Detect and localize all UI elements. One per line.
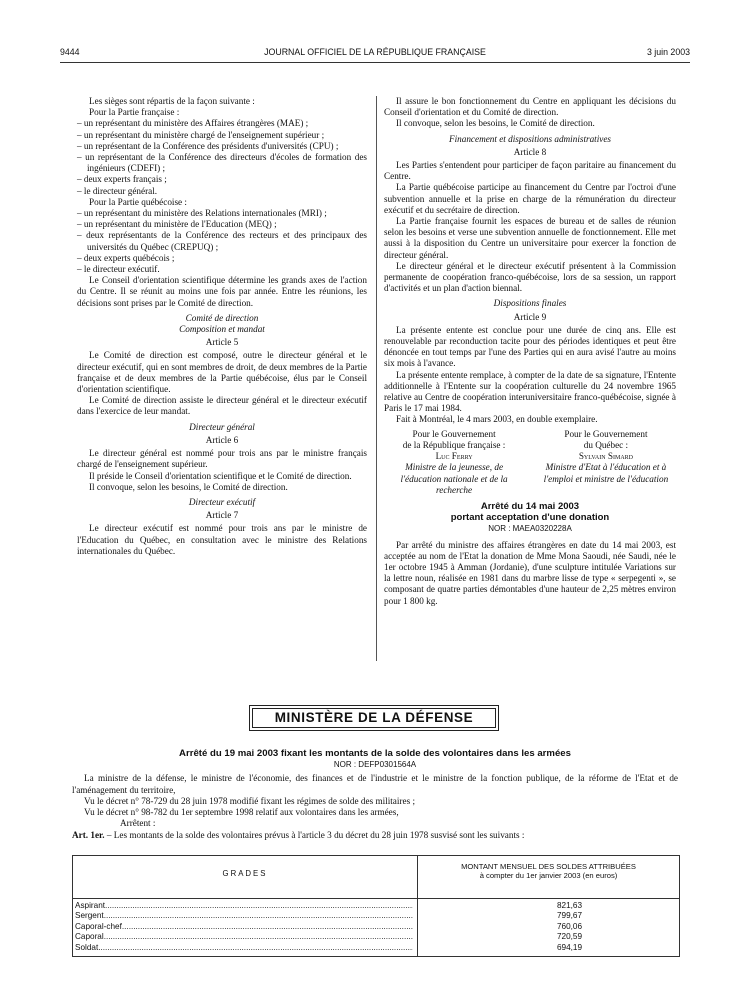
right-column-line: Il convoque, selon les besoins, le Comité de direction. bbox=[396, 118, 595, 129]
ministry-banner bbox=[249, 705, 499, 731]
left-column-line: – le directeur général. bbox=[77, 185, 158, 196]
table-row bbox=[73, 942, 679, 952]
left-column-line: Article 5 bbox=[205, 337, 239, 348]
left-column-line: Le Comité de direction est composé, outre le directeur général et le directeur exécutif, qui en sont membres de droit, de deux membres de la Partie française et de deux membres de la Partie québécoise, élus par le Conseil d'orientation scientifique. bbox=[77, 350, 367, 395]
left-column-line: – un représentant du ministère de l'Education (MEQ) ; bbox=[77, 219, 277, 230]
right-column-line: Le directeur général et le directeur exécutif présentent à la Commission permanente de coopération franco-québécoise, lors de sa session, un rapport d'activités et un plan d'action biennal. bbox=[384, 260, 676, 294]
left-column-line: Article 6 bbox=[205, 434, 239, 445]
right-column-text bbox=[384, 96, 676, 426]
arrete-body: Par arrêté du ministre des affaires étrangères en date du 14 mai 2003, est acceptée au nom de l'Etat la donation de Mme Mona Saoudi, née Saudi, née le 1er octobre 1945 à Amman (Jordanie), d'une sculpture intitulée Variations sur la lettre noun, réalisée en 1981 dans du marbre lisse de type « serpegenti », se composant de quatre parties démontables d'une hauteur de 2,25 mètres environ pour 1 800 kg. bbox=[384, 539, 676, 606]
decree-paragraph: La ministre de la défense, le ministre de l'économie, des finances et de l'industrie et le ministre de la fonction publique, de la réforme de l'Etat et de l'aménagement du territoire, bbox=[72, 773, 678, 795]
grade-label: Caporal bbox=[75, 932, 104, 942]
journal-title: JOURNAL OFFICIEL DE LA RÉPUBLIQUE FRANÇAISE bbox=[264, 47, 486, 57]
decree-paragraph: Vu le décret n° 98-782 du 1er septembre 1998 relatif aux volontaires dans les armées, bbox=[84, 807, 399, 818]
page-number: 9444 bbox=[60, 47, 80, 57]
left-column-line: – deux représentants de la Conférence des recteurs et des principaux des universités du Québec (CREPUQ) ; bbox=[77, 230, 367, 252]
signature-france-role: Ministre de la jeunesse, de l'éducation nationale et de la recherche bbox=[400, 462, 508, 495]
table-row bbox=[73, 900, 679, 910]
grade-label: Soldat bbox=[75, 942, 99, 952]
table-row bbox=[73, 931, 679, 941]
left-column-line: Comité de direction bbox=[185, 312, 259, 323]
column-divider bbox=[376, 96, 377, 661]
left-column-line: – deux experts français ; bbox=[77, 174, 167, 185]
article-1 bbox=[72, 830, 678, 841]
right-column-line: Article 8 bbox=[513, 146, 547, 157]
signature-block bbox=[384, 429, 676, 496]
arrete-title-line2: portant acceptation d'une donation bbox=[450, 512, 610, 524]
right-column-line: La présente entente est conclue pour une durée de cinq ans. Elle est renouvelable par reconduction tacite pour des périodes identiques et peut être dénoncée en tout temps par l'une des Parties qui en aura avisé l'autre au moins six mois à l'avance. bbox=[384, 324, 676, 369]
signature-quebec-line2: du Québec : bbox=[583, 439, 629, 450]
right-column-line: Financement et dispositions administratives bbox=[448, 133, 612, 144]
page-header bbox=[60, 47, 690, 61]
signature-france-name: Luc Ferry bbox=[435, 451, 473, 462]
grade-label: Sergent bbox=[75, 911, 104, 921]
amount-header-line1: MONTANT MENSUEL DES SOLDES ATTRIBUÉES bbox=[461, 862, 636, 871]
article-1-text: – Les montants de la solde des volontaires prévus à l'article 3 du décret du 28 juin 1978 susvisé sont les suivants : bbox=[104, 830, 525, 841]
left-column-line: Directeur général bbox=[189, 421, 255, 432]
right-column-line: Il assure le bon fonctionnement du Centre en appliquant les décisions du Conseil d'orientation et du Comité de direction. bbox=[384, 96, 676, 118]
left-column-line: Le directeur général est nommé pour trois ans par le ministre français chargé de l'enseignement supérieur. bbox=[77, 448, 367, 470]
signature-france-line1: Pour le Gouvernement bbox=[412, 428, 496, 439]
left-column-line: Directeur exécutif bbox=[188, 496, 256, 507]
left-column-line: Le Conseil d'orientation scientifique détermine les grands axes de l'action du Centre. Il se réunit au moins une fois par année. Entre les réunions, les décisions sont prises par le Comité de direction. bbox=[77, 275, 367, 308]
signature-france bbox=[384, 429, 524, 496]
left-column-line: Il convoque, selon les besoins, le Comité de direction. bbox=[89, 481, 288, 492]
right-column bbox=[384, 96, 676, 607]
table-row bbox=[73, 910, 679, 920]
right-column-line: Dispositions finales bbox=[493, 298, 567, 309]
amount-header-line2: à compter du 1er janvier 2003 (en euros) bbox=[479, 871, 618, 880]
left-column-line: – un représentant du ministère des Relations internationales (MRI) ; bbox=[77, 208, 327, 219]
left-column-line: Les sièges sont répartis de la façon suivante : bbox=[89, 96, 255, 106]
right-column-line: Fait à Montréal, le 4 mars 2003, en double exemplaire. bbox=[396, 414, 598, 425]
left-column-line: Le Comité de direction assiste le directeur général et le directeur exécutif dans l'exercice de leur mandat. bbox=[77, 395, 367, 417]
signature-quebec-name: Sylvain Simard bbox=[578, 451, 634, 462]
decree-paragraph: Arrêtent : bbox=[120, 818, 156, 829]
table-header-divider bbox=[73, 898, 679, 899]
right-column-line: La présente entente remplace, à compter de la date de sa signature, l'Entente additionnelle à l'Entente sur la coopération culturelle du 24 novembre 1965 relative au Centre de coopération interuniversitaire franco-québécoise, signée à Paris le 17 mai 1984. bbox=[384, 369, 676, 414]
grade-label: Caporal-chef bbox=[75, 921, 122, 931]
amount-cell: 760,06 bbox=[557, 921, 583, 931]
left-column-line: Le directeur exécutif est nommé pour trois ans par le ministre de l'Education du Québec, en consultation avec le ministre des Relations internationales du Québec. bbox=[77, 523, 367, 556]
left-column-line: Pour la Partie française : bbox=[89, 107, 180, 118]
left-column-line: – un représentant de la Conférence des présidents d'universités (CPU) ; bbox=[77, 140, 339, 151]
amount-header bbox=[418, 862, 679, 880]
decree-paragraphs bbox=[72, 773, 678, 829]
signature-quebec-line1: Pour le Gouvernement bbox=[564, 428, 648, 439]
grades-header: GRADES bbox=[222, 869, 268, 878]
left-column bbox=[77, 96, 367, 557]
donation-arrete bbox=[384, 501, 676, 607]
publication-date: 3 juin 2003 bbox=[646, 47, 690, 57]
signature-quebec-role: Ministre d'Etat à l'éducation et à l'emploi et ministre de l'éducation bbox=[543, 462, 669, 484]
arrete-nor: NOR : MAEA0320228A bbox=[488, 524, 572, 534]
grade-label: Aspirant bbox=[75, 901, 106, 910]
grade-cell bbox=[75, 942, 413, 953]
right-column-line: Les Parties s'entendent pour participer de façon paritaire au financement du Centre. bbox=[384, 160, 676, 182]
left-column-line: – un représentant de la Conférence des directeurs d'écoles de formation des ingénieurs (CDEFI) ; bbox=[77, 152, 367, 174]
right-column-line: Article 9 bbox=[513, 311, 547, 322]
amount-cell: 720,59 bbox=[557, 932, 583, 942]
amount-cell: 694,19 bbox=[557, 942, 583, 952]
decree-title: Arrêté du 19 mai 2003 fixant les montants de la solde des volontaires dans les armées bbox=[179, 748, 571, 759]
signature-quebec bbox=[536, 429, 676, 496]
decree-section bbox=[72, 748, 678, 842]
article-1-label: Art. 1er. bbox=[72, 830, 105, 841]
header-divider bbox=[60, 62, 690, 63]
arrete-title-line1: Arrêté du 14 mai 2003 bbox=[480, 500, 580, 512]
left-column-line: – un représentant du ministère chargé de l'enseignement supérieur ; bbox=[77, 129, 325, 140]
left-column-line: – un représentant du ministère des Affaires étrangères (MAE) ; bbox=[77, 118, 309, 129]
left-column-line: Composition et mandat bbox=[179, 324, 265, 335]
decree-paragraph: Vu le décret n° 78-729 du 28 juin 1978 modifié fixant les régimes de solde des militaires ; bbox=[84, 795, 415, 806]
amount-cell: 821,63 bbox=[557, 901, 583, 910]
amount-cell: 799,67 bbox=[557, 911, 583, 921]
left-column-line: Il préside le Conseil d'orientation scientifique et le Comité de direction. bbox=[89, 470, 352, 481]
left-column-line: – le directeur exécutif. bbox=[77, 264, 160, 275]
left-column-line: – deux experts québécois ; bbox=[77, 252, 175, 263]
ministry-title: MINISTÈRE DE LA DÉFENSE bbox=[252, 708, 496, 728]
left-column-line: Article 7 bbox=[205, 510, 239, 521]
signature-france-line2: de la République française : bbox=[402, 439, 506, 450]
right-column-line: La Partie française fournit les espaces de bureau et de salles de réunion selon les besoins et verse une subvention annuelle de fonctionnement. Elle met aussi à la disposition du Centre un universitaire pour exercer la fonction de directeur général. bbox=[384, 216, 676, 260]
table-row bbox=[73, 921, 679, 931]
solde-table bbox=[72, 855, 680, 957]
table-body bbox=[73, 900, 679, 952]
left-column-line: Pour la Partie québécoise : bbox=[89, 196, 187, 207]
right-column-line: La Partie québécoise participe au financement du Centre par l'octroi d'une subvention annuelle et la prise en charge de la rémunération du directeur exécutif et du secrétaire de direction. bbox=[384, 182, 676, 215]
decree-nor: NOR : DEFP0301564A bbox=[333, 760, 417, 770]
